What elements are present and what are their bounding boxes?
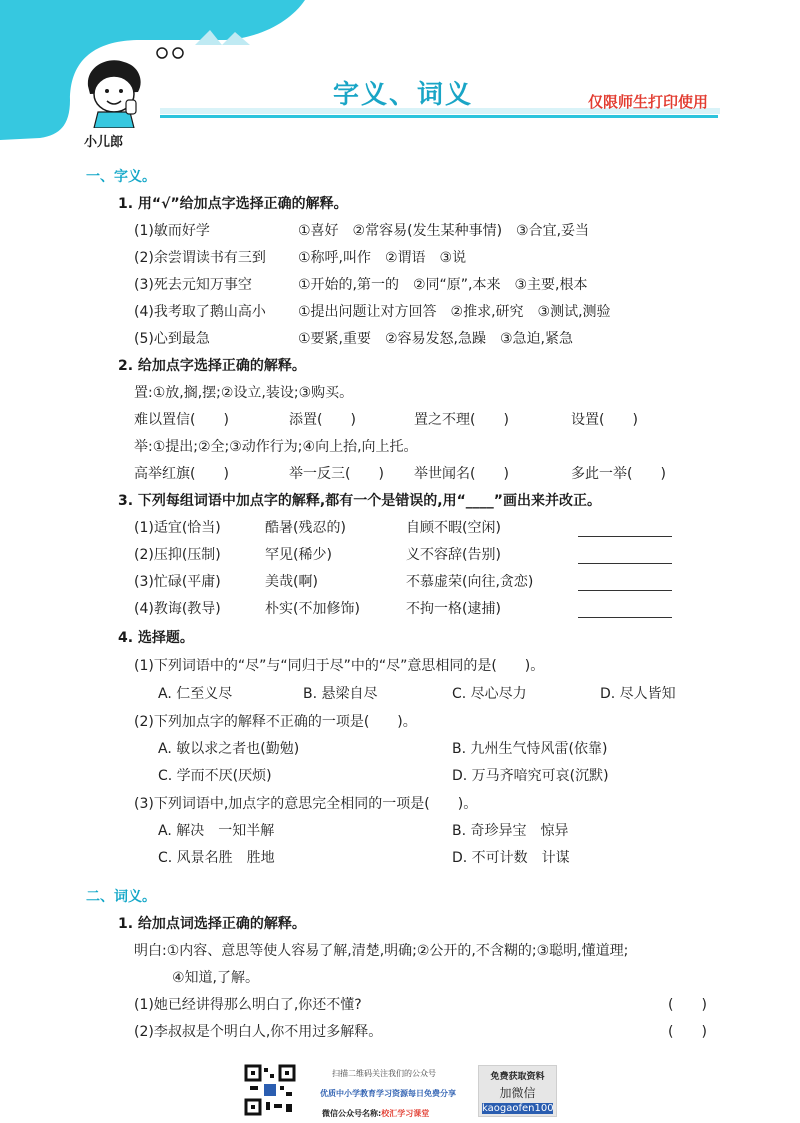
q4-sub2-option-b[interactable]: B. 九州生气恃风雷(依靠) bbox=[452, 741, 608, 757]
ju-item-3: 举世闻名( ) bbox=[414, 466, 509, 482]
q1-item-4: (4)我考取了鹅山高小 bbox=[134, 304, 266, 320]
wechat-badge[interactable] bbox=[478, 1065, 557, 1117]
section2-question-1-title: 1. 给加点词选择正确的解释。 bbox=[118, 916, 306, 932]
section-title-ci-yi: 二、词义。 bbox=[86, 889, 156, 905]
ju-definition: 举:①提出;②全;③动作行为;④向上抬,向上托。 bbox=[134, 439, 418, 455]
page-title: 字义、词义 bbox=[333, 80, 474, 110]
q4-sub3-option-b[interactable]: B. 奇珍异宝 惊异 bbox=[452, 823, 569, 839]
q3-row4-b: 朴实(不加修饰) bbox=[265, 601, 360, 617]
q3-row4-a: (4)教诲(教导) bbox=[134, 601, 221, 617]
q3-row2-a: (2)压抑(压制) bbox=[134, 547, 221, 563]
answer-line[interactable] bbox=[578, 617, 672, 618]
q4-sub3-option-c[interactable]: C. 风景名胜 胜地 bbox=[158, 850, 275, 866]
section-title-zi-yi: 一、字义。 bbox=[86, 169, 156, 185]
sec2-item-2: (2)李叔叔是个明白人,你不用过多解释。 bbox=[134, 1024, 383, 1040]
sec2-item-1: (1)她已经讲得那么明白了,你还不懂? bbox=[134, 997, 362, 1013]
q1-item-2: (2)余尝谓读书有三到 bbox=[134, 250, 266, 266]
q4-sub2-stem: (2)下列加点字的解释不正确的一项是( )。 bbox=[134, 714, 417, 730]
footer-slogan: 优质中小学教育学习资源每日免费分享 bbox=[320, 1089, 456, 1098]
badge-top-text: 免费获取资料 bbox=[490, 1072, 545, 1082]
bike-wheel-icon bbox=[157, 48, 167, 58]
q4-sub1-option-d[interactable]: D. 尽人皆知 bbox=[600, 686, 676, 702]
answer-line[interactable] bbox=[578, 536, 672, 537]
q4-sub3-option-a[interactable]: A. 解决 一知半解 bbox=[158, 823, 275, 839]
ju-item-1: 高举红旗( ) bbox=[134, 466, 229, 482]
ju-item-2: 举一反三( ) bbox=[289, 466, 384, 482]
q1-options-3: ①开始的,第一的 ②同“原”,本来 ③主要,根本 bbox=[298, 277, 588, 293]
q3-row1-b: 酷暑(残忍的) bbox=[265, 520, 346, 536]
q3-row3-b: 美哉(啊) bbox=[265, 574, 318, 590]
answer-line[interactable] bbox=[578, 590, 672, 591]
q4-sub2-option-c[interactable]: C. 学而不厌(厌烦) bbox=[158, 768, 272, 784]
q3-row2-b: 罕见(稀少) bbox=[265, 547, 332, 563]
q1-options-5: ①要紧,重要 ②容易发怒,急躁 ③急迫,紧急 bbox=[298, 331, 574, 347]
zhi-item-4: 设置( ) bbox=[571, 412, 638, 428]
q1-options-2: ①称呼,叫作 ②谓语 ③说 bbox=[298, 250, 467, 266]
q1-item-1: (1)敏而好学 bbox=[134, 223, 210, 239]
footer-account-name: 校汇学习课堂 bbox=[381, 1109, 430, 1118]
q4-sub2-option-d[interactable]: D. 万马齐喑究可哀(沉默) bbox=[452, 768, 609, 784]
badge-id-text: kaogaofen100 bbox=[482, 1103, 554, 1114]
q1-item-3: (3)死去元知万事空 bbox=[134, 277, 252, 293]
badge-mid-text: 加微信 bbox=[499, 1086, 536, 1100]
question-2-title: 2. 给加点字选择正确的解释。 bbox=[118, 358, 306, 374]
zhi-item-2: 添置( ) bbox=[289, 412, 356, 428]
q1-item-5: (5)心到最急 bbox=[134, 331, 210, 347]
q1-options-4: ①提出问题让对方回答 ②推求,研究 ③测试,测验 bbox=[298, 304, 611, 320]
q3-row3-a: (3)忙碌(平庸) bbox=[134, 574, 221, 590]
q4-sub3-stem: (3)下列词语中,加点字的意思完全相同的一项是( )。 bbox=[134, 796, 478, 812]
question-1-title: 1. 用“√”给加点字选择正确的解释。 bbox=[118, 196, 348, 212]
q4-sub1-option-b[interactable]: B. 悬梁自尽 bbox=[303, 686, 378, 702]
answer-paren[interactable]: ( ) bbox=[668, 997, 707, 1013]
footer-account bbox=[322, 1104, 429, 1120]
qr-code-icon[interactable] bbox=[244, 1064, 296, 1116]
q4-sub2-option-a[interactable]: A. 敏以求之者也(勤勉) bbox=[158, 741, 300, 757]
q4-sub1-stem: (1)下列词语中的“尽”与“同归于尽”中的“尽”意思相同的是( )。 bbox=[134, 658, 545, 674]
q4-sub3-option-d[interactable]: D. 不可计数 计谋 bbox=[452, 850, 570, 866]
mingbai-definition-line1: 明白:①内容、意思等使人容易了解,清楚,明确;②公开的,不含糊的;③聪明,懂道理; bbox=[134, 943, 629, 959]
q4-sub1-option-c[interactable]: C. 尽心尽力 bbox=[452, 686, 527, 702]
question-4-title: 4. 选择题。 bbox=[118, 630, 194, 646]
mascot-boy-icon bbox=[80, 56, 150, 128]
answer-paren[interactable]: ( ) bbox=[668, 1024, 707, 1040]
q3-row4-c: 不拘一格(逮捕) bbox=[406, 601, 501, 617]
q1-options-1: ①喜好 ②常容易(发生某种事情) ③合宜,妥当 bbox=[298, 223, 590, 239]
zhi-item-3: 置之不理( ) bbox=[414, 412, 509, 428]
mascot-label: 小儿郎 bbox=[84, 135, 124, 150]
zhi-definition: 置:①放,搁,摆;②设立,装设;③购买。 bbox=[134, 385, 354, 401]
footer-account-prefix: 微信公众号名称: bbox=[322, 1109, 382, 1118]
header-divider bbox=[160, 115, 718, 118]
zhi-item-1: 难以置信( ) bbox=[134, 412, 229, 428]
q3-row2-c: 义不容辞(告别) bbox=[406, 547, 501, 563]
q4-sub1-option-a[interactable]: A. 仁至义尽 bbox=[158, 686, 233, 702]
footer-scan-text: 扫描二维码关注我们的公众号 bbox=[332, 1069, 436, 1078]
print-notice: 仅限师生打印使用 bbox=[588, 93, 709, 111]
q3-row1-a: (1)适宜(恰当) bbox=[134, 520, 221, 536]
question-3-title: 3. 下列每组词语中加点字的解释,都有一个是错误的,用“____”画出来并改正。 bbox=[118, 493, 601, 509]
q3-row3-c: 不慕虚荣(向往,贪恋) bbox=[406, 574, 534, 590]
ju-item-4: 多此一举( ) bbox=[571, 466, 666, 482]
mingbai-definition-line2: ④知道,了解。 bbox=[172, 970, 260, 986]
q3-row1-c: 自顾不暇(空闲) bbox=[406, 520, 501, 536]
answer-line[interactable] bbox=[578, 563, 672, 564]
